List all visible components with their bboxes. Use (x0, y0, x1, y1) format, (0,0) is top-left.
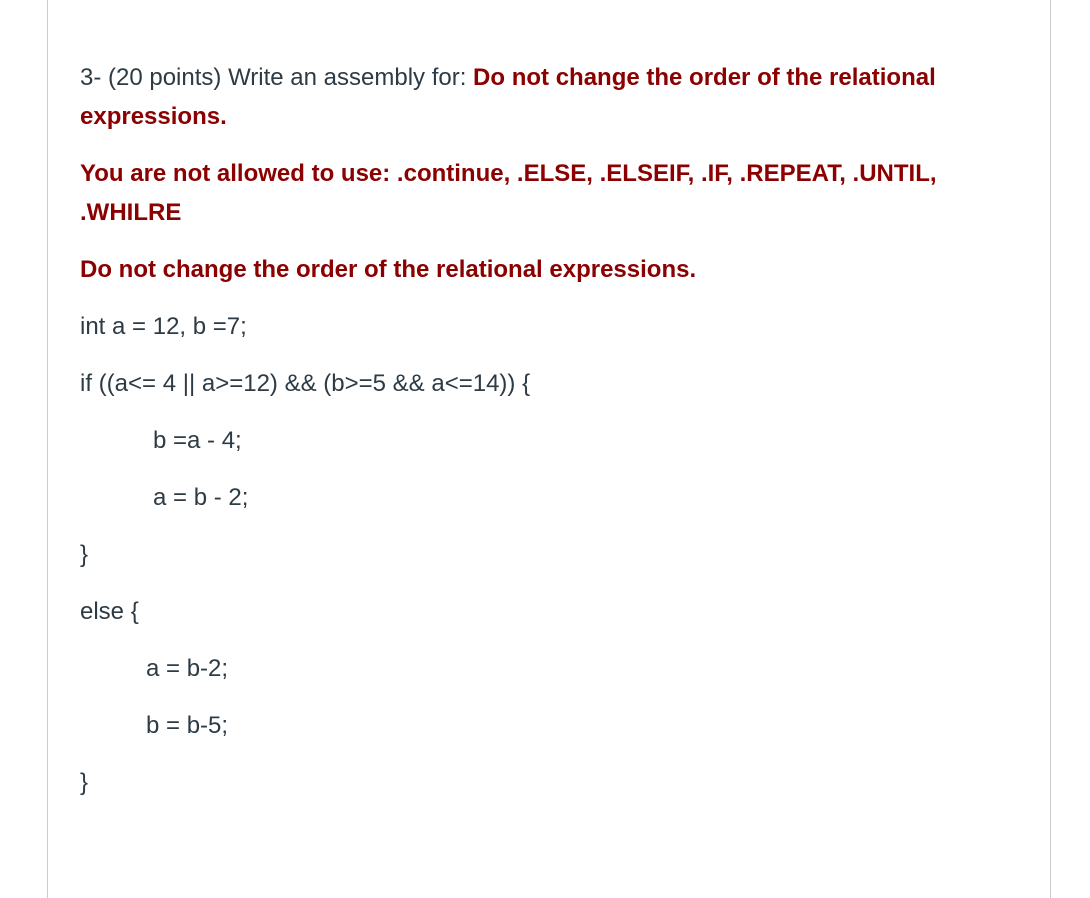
question-body (80, 58, 1040, 820)
code-declaration: int a = 12, b =7; (80, 313, 247, 340)
code-if-body-line: a = b - 2; (153, 484, 249, 511)
question-prefix: 3- (20 points) Write an assembly for: (80, 64, 474, 91)
order-reminder: Do not change the order of the relational expressions. (80, 256, 697, 283)
restriction-note (80, 154, 1040, 232)
code-else-line: else { (80, 598, 139, 625)
question-highlight-line2: expressions. (80, 103, 227, 130)
code-else-body-line: b = b-5; (146, 712, 229, 739)
code-close-else: } (80, 769, 89, 796)
code-close-if: } (80, 541, 89, 568)
code-if-body-line: b =a - 4; (153, 427, 242, 454)
restriction-line2: .WHILRE (80, 199, 182, 226)
question-highlight-line1: Do not change the order of the relational (473, 64, 936, 91)
restriction-line1: You are not allowed to use: .continue, .ELSE, .ELSEIF, .IF, .REPEAT, .UNTIL, (80, 160, 937, 187)
question-heading (80, 58, 1040, 136)
code-if-line: if ((a<= 4 || a>=12) && (b>=5 && a<=14)) { (80, 370, 531, 397)
code-else-body-line: a = b-2; (146, 655, 229, 682)
